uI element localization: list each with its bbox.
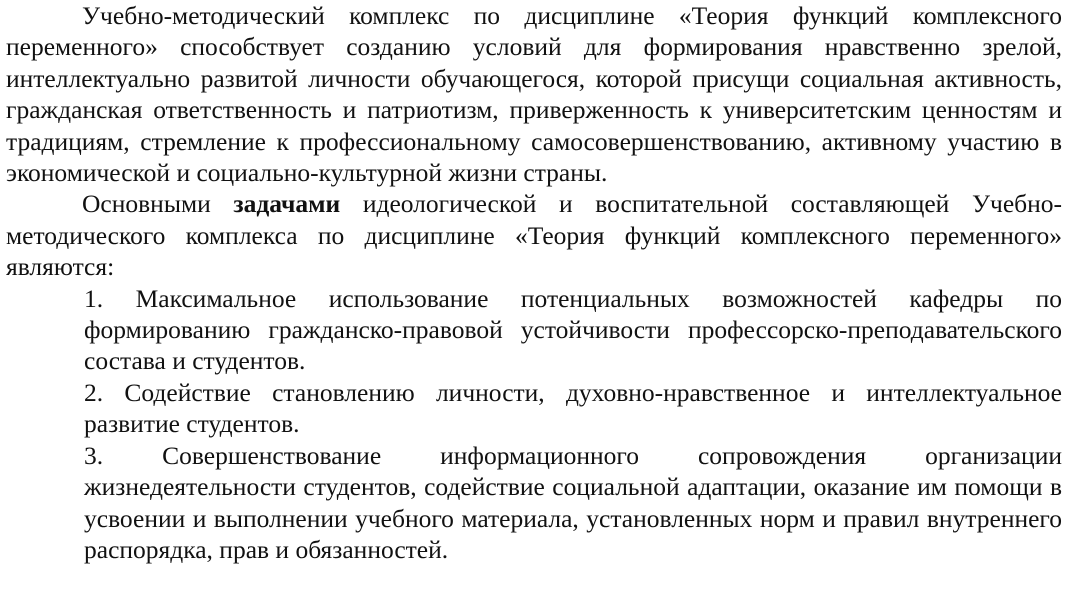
paragraph-tasks-lead: Основными — [82, 189, 234, 219]
list-item: 3. Совершенствование информационного сопровождения организации жизнедеятельности студентов, содействие социальной адаптации, оказание им помощи в усвоении и выполнении учебного материала, установленных норм и правил внутреннего распорядка, прав и обязанностей. — [84, 440, 1062, 564]
paragraph-tasks-rest: идеологической и воспитательной составляющей Учебно-методического комплекса по дисциплине «Теория функций комплексного переменного» являются: — [6, 189, 1063, 282]
paragraph-intro: Учебно-методический комплекс по дисциплине «Теория функций комплексного переменного» способствует созданию условий для формирования нравственно зрелой, интеллектуально развитой личности обучающегося, которой присущи социальная активность, гражданская ответственность и патриотизм, приверженность к университетским ценностям и традициям, стремление к профессиональному самосовершенствованию, активному участию в экономической и социально-культурной жизни страны. — [6, 1, 1062, 188]
tasks-list — [6, 283, 1062, 566]
paragraph-tasks-bold-word: задачами — [233, 189, 341, 219]
paragraph-tasks — [6, 188, 1062, 282]
list-item: 2. Содействие становлению личности, духовно-нравственное и интеллектуальное развитие студентов. — [84, 377, 1062, 439]
list-item: 1. Максимальное использование потенциальных возможностей кафедры по формированию гражданско-правовой устойчивости профессорско-преподавательского состава и студентов. — [84, 283, 1062, 376]
